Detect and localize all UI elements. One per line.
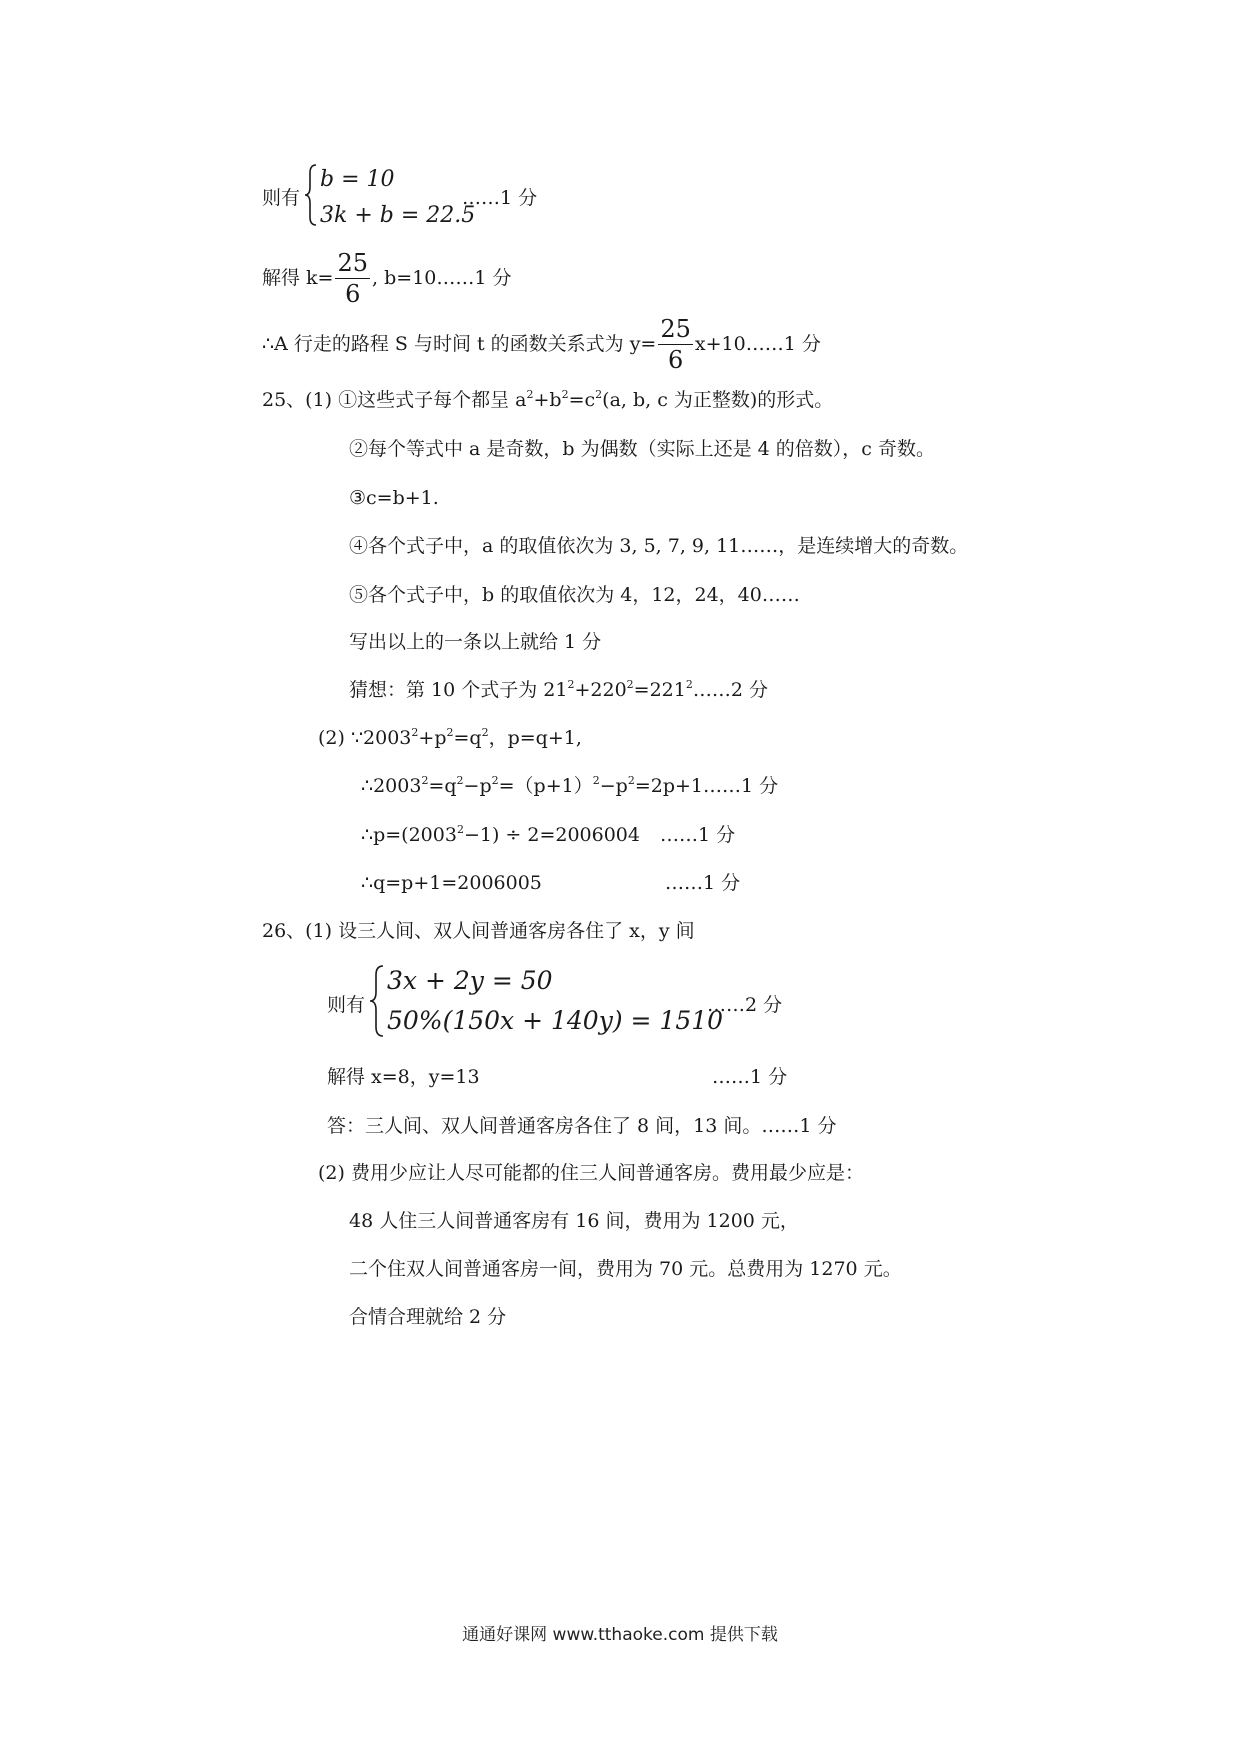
equation-line-1: b = 10 — [320, 167, 395, 192]
points: ……1 分 — [462, 187, 538, 209]
q25-item-4: ④各个式子中，a 的取值依次为 3, 5, 7, 9, 11……，是连续增大的奇数。 — [349, 535, 969, 557]
left-brace — [304, 163, 318, 227]
q26-solve: 解得 x=8，y=13 — [327, 1066, 480, 1088]
q26-part2-line-2: 二个住双人间普通客房一间，费用为 70 元。总费用为 1270 元。 — [349, 1258, 902, 1280]
equation-line-2: 50%(150x + 140y) = 1510 — [387, 1006, 724, 1035]
q26-part2-line-1: 48 人住三人间普通客房有 16 间，费用为 1200 元， — [349, 1210, 799, 1232]
left-brace — [369, 964, 385, 1038]
q25-guess: 猜想：第 10 个式子为 $21^2+220^2=221^2\dots\dots 2$ 分 — [349, 678, 768, 701]
q25-item-5: ⑤各个式子中，b 的取值依次为 4，12，24，40…… — [349, 584, 800, 606]
points: ……2 分 — [707, 994, 783, 1016]
equation-line-1: 3x + 2y = 50 — [387, 966, 553, 995]
fraction: $\frac{25}{6}$ — [337, 249, 369, 309]
equation-system-1 — [262, 163, 562, 227]
fraction: $\frac{25}{6}$ — [660, 315, 691, 375]
q25-part2-line-1: (2) $\because 2003^2+p^2=q^2$，p=q+1, — [318, 726, 582, 749]
q26-answer: 答：三人间、双人间普通客房各住了 8 间，13 间。……1 分 — [327, 1115, 837, 1137]
points: ……1 分 — [665, 872, 741, 894]
equation-line-2: 3k + b = 22.5 — [320, 203, 476, 228]
system-label: 则有 — [327, 994, 366, 1016]
q25-item-3: ③c=b+1. — [349, 487, 439, 509]
q25-item-6: 写出以上的一条以上就给 1 分 — [349, 631, 602, 653]
q25-item-1: 25、(1) ①这些式子每个都呈 $a^2+b^2=c^2(a$, b, c 为正整数)的形式。 — [262, 388, 834, 411]
points: ……1 分 — [712, 1066, 788, 1088]
q25-part2-line-2: $\therefore 2003^2=q^2-p^2=(p+1)^2-p^2=2p+1\dots\dots 1$ 分 — [361, 774, 779, 797]
q26-part2: (2) 费用少应让人尽可能都的住三人间普通客房。费用最少应是： — [318, 1162, 864, 1184]
q26-part2-line-3: 合情合理就给 2 分 — [349, 1306, 507, 1328]
q25-part2-line-4: ∴q=p+1=2006005 — [361, 872, 542, 894]
points: ……1 分 — [660, 824, 736, 846]
q26-intro: 26、(1) 设三人间、双人间普通客房各住了 x，y 间 — [262, 920, 695, 942]
equation-system-2 — [327, 964, 827, 1038]
footer: 通通好课网 www.tthaoke.com 提供下载 — [462, 1625, 778, 1645]
system-label: 则有 — [262, 187, 301, 209]
q25-item-2: ②每个等式中 a 是奇数，b 为偶数（实际上还是 4 的倍数），c 奇数。 — [349, 438, 935, 460]
function-line: ∴A 行走的路程 S 与时间 t 的函数关系式为 y= $\frac{25}{6}$ x+10……1 分 — [262, 315, 821, 375]
solve-k-line: 解得 k= $\frac{25}{6}$ , b=10……1 分 — [262, 249, 512, 309]
q25-part2-line-3: $\therefore p=(2003^2-1) \div 2=2006004$ — [361, 823, 640, 846]
